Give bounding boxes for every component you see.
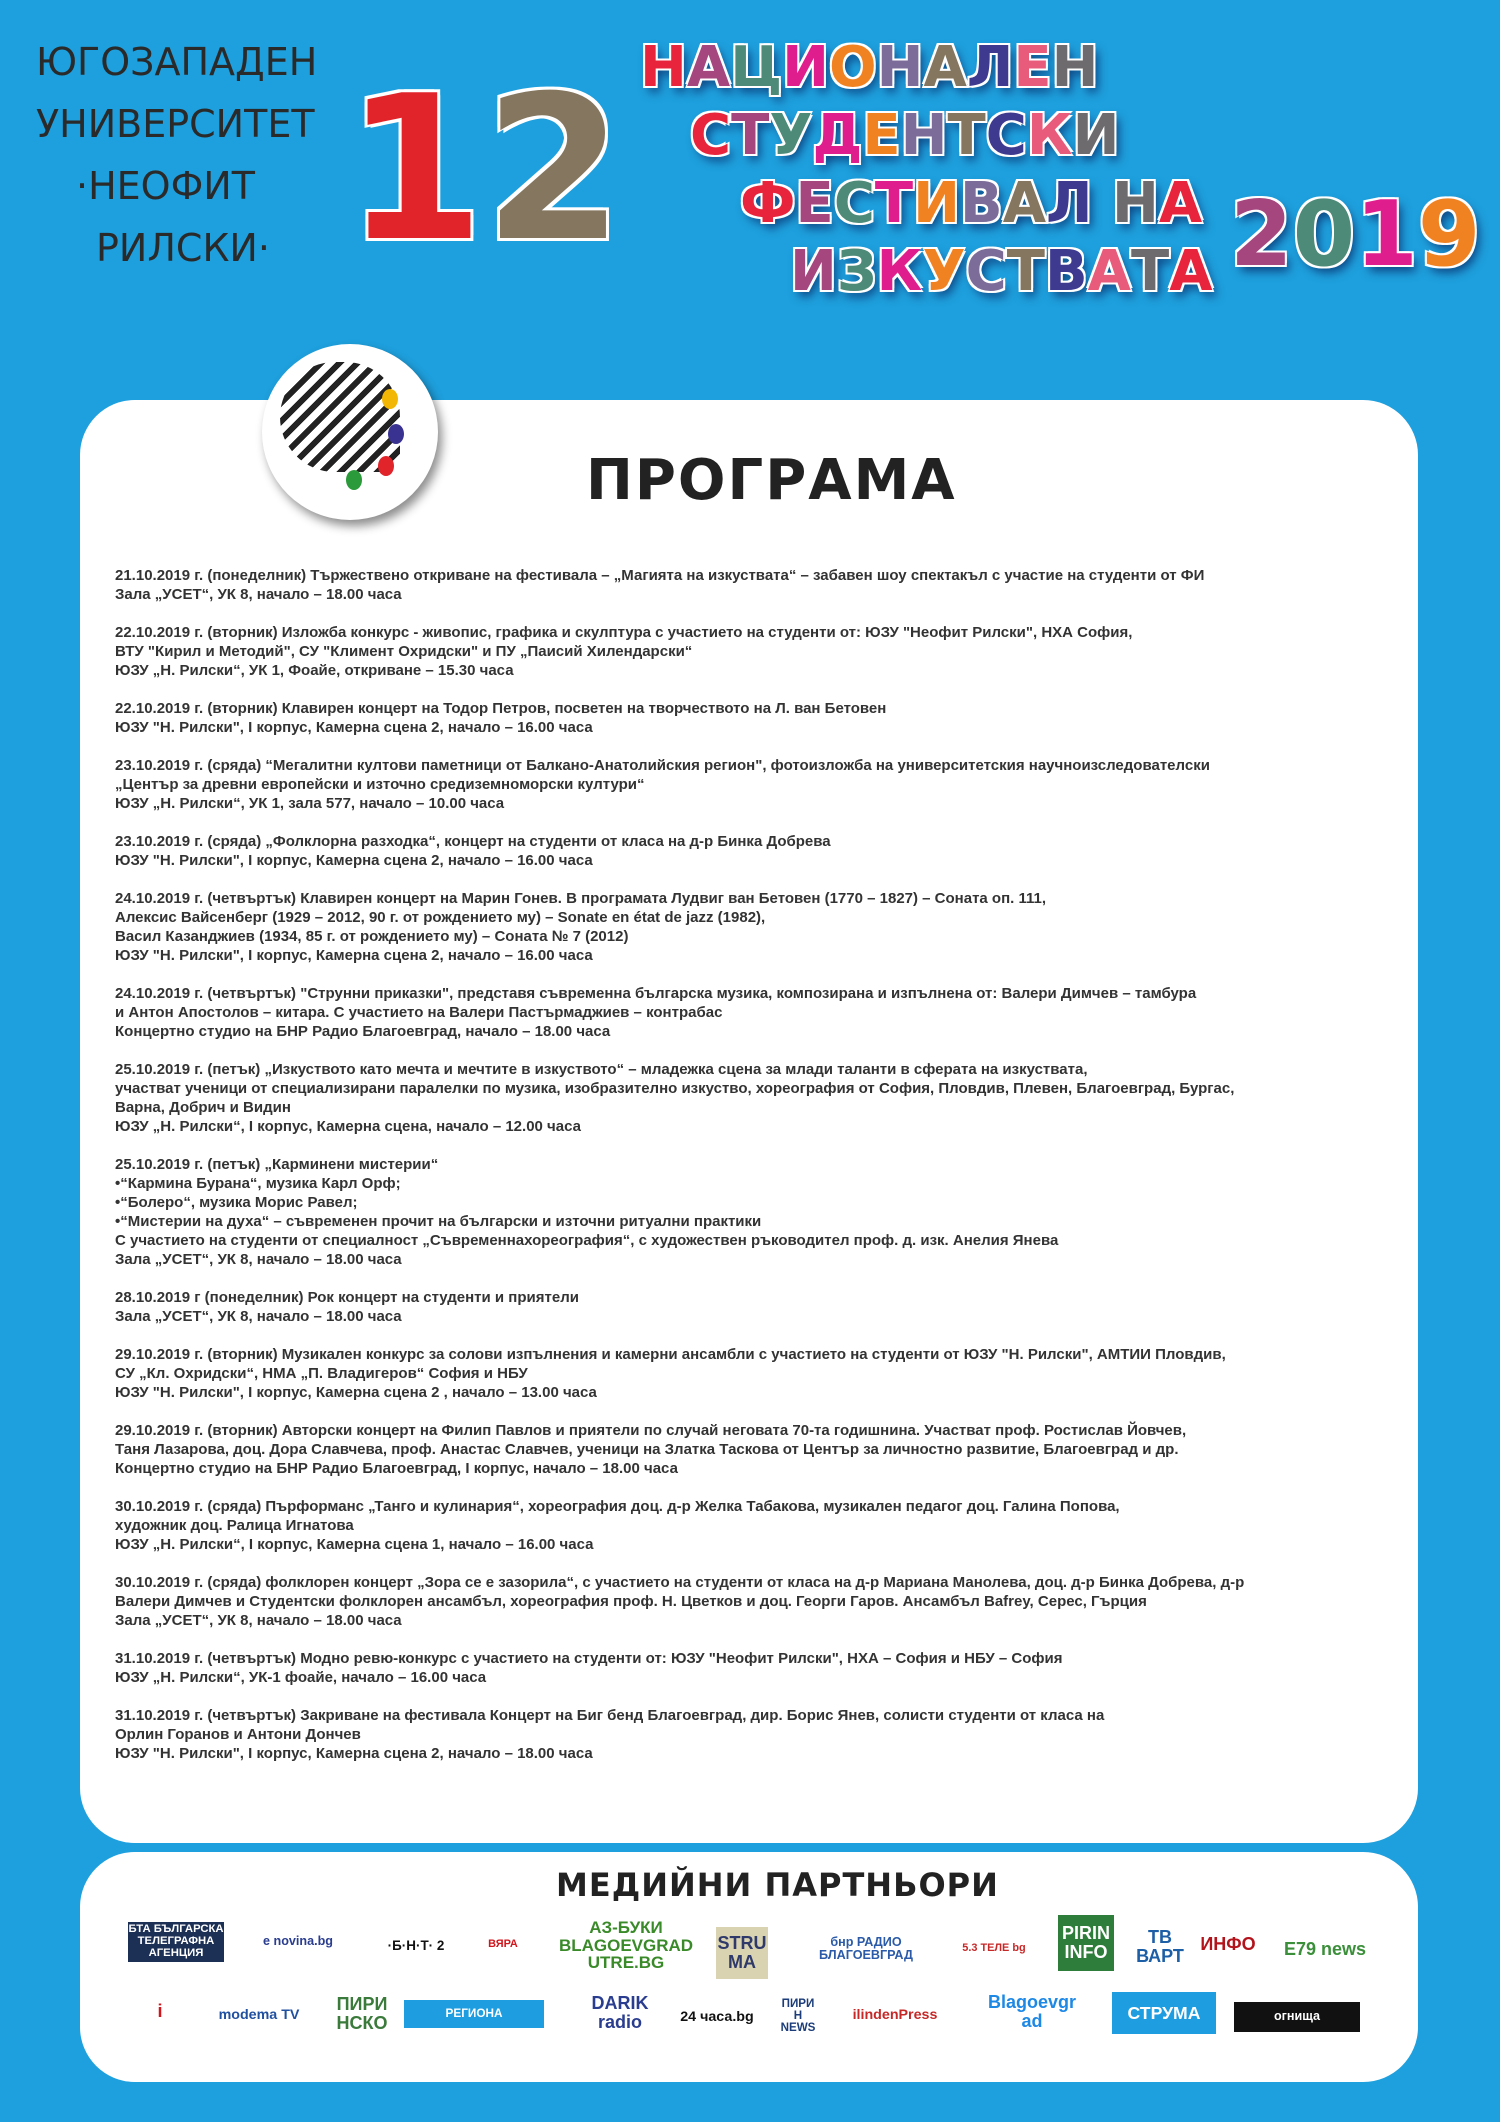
event-detail: •“Кармина Бурана“, музика Карл Орф;	[115, 1175, 401, 1192]
media-partner-logo: STRUMA	[716, 1927, 768, 1979]
media-partner-logo: ИНФО	[1198, 1916, 1258, 1972]
media-partners-title: МЕДИЙНИ ПАРТНЬОРИ	[556, 1866, 999, 1904]
media-partner-logo: огнища	[1234, 2002, 1360, 2032]
media-partner-logo: DARIK radio	[588, 1990, 652, 2036]
event-detail: Алексис Вайсенберг (1929 – 2012, 90 г. от рождението му) – Sonate en état de jazz (1982),	[115, 909, 766, 926]
event-detail: Васил Казанджиев (1934, 85 г. от рождението му) – Соната № 7 (2012)	[115, 928, 629, 945]
page-title: ПРОГРАМА	[586, 448, 957, 513]
event-detail: Концертно студио на БНР Радио Благоевград, начало – 18.00 часа	[115, 1023, 611, 1040]
media-partner-logo: 24 часа.bg	[658, 2000, 776, 2034]
program-event	[115, 1706, 1405, 1763]
palette-stripes-icon	[280, 362, 400, 472]
event-detail: ЮЗУ „Н. Рилски“, УК 1, Фоайе, откриване – 15.30 часа	[115, 662, 514, 679]
university-line: ЮГОЗАПАДЕН	[36, 40, 318, 84]
paint-dot-icon	[388, 424, 404, 444]
event-detail: Зала „УСЕТ“, УК 8, начало – 18.00 часа	[115, 586, 402, 603]
program-event	[115, 756, 1405, 813]
event-heading: 24.10.2019 г. (четвъртък) "Струнни приказки", представя съвременна българска музика, композирана и изпълнена от: Валери Димчев – тамбура	[115, 985, 1197, 1002]
event-detail: ЮЗУ „Н. Рилски“, I корпус, Камерна сцена, начало – 12.00 часа	[115, 1118, 581, 1135]
event-detail: участват ученици от специализирани паралелки по музика, изобразително изкуство, хореография от София, Пловдив, Плевен, Благоевград, Бургас,	[115, 1080, 1235, 1097]
event-detail: ЮЗУ „Н. Рилски“, УК 1, зала 577, начало – 10.00 часа	[115, 795, 505, 812]
event-heading: 25.10.2019 г. (петък) „Карминени мистерии“	[115, 1156, 439, 1173]
media-partner-logo: modema TV	[200, 1998, 318, 2032]
event-heading: 28.10.2019 г (понеделник) Рок концерт на студенти и приятели	[115, 1289, 579, 1306]
media-partner-logo: 5.3 ТЕЛЕ bg	[944, 1936, 1044, 1962]
university-line: ·НЕОФИТ	[76, 164, 255, 208]
program-event	[115, 1497, 1405, 1554]
program-event	[115, 984, 1405, 1041]
media-partner-logo: i	[140, 1988, 180, 2034]
media-partner-logo: ВЯРА	[470, 1932, 536, 1958]
event-heading: 24.10.2019 г. (четвъртък) Клавирен концерт на Марин Гонев. В програмата Лудвиг ван Бетовен (1770 – 1827) – Соната оп. 111,	[115, 890, 1047, 907]
event-detail: ЮЗУ "Н. Рилски", I корпус, Камерна сцена 2 , начало – 13.00 часа	[115, 1384, 597, 1401]
paint-dot-icon	[382, 389, 398, 409]
event-detail: Орлин Горанов и Антони Дончев	[115, 1726, 361, 1743]
event-heading: 29.10.2019 г. (вторник) Авторски концерт на Филип Павлов и приятели по случай неговата 70-та годишнина. Участват проф. Ростислав Йовчев,	[115, 1422, 1187, 1439]
program-event	[115, 1155, 1405, 1269]
media-partner-logo: e novina.bg	[238, 1927, 358, 1957]
event-detail: „Център за древни европейски и източно средиземноморски култури“	[115, 776, 645, 793]
event-heading: 25.10.2019 г. (петък) „Изкуството като мечта и мечтите в изкуството“ – младежка сцена за млади таланти в сферата на изкуствата,	[115, 1061, 1088, 1078]
event-detail: Концертно студио на БНР Радио Благоевград, I корпус, начало – 18.00 часа	[115, 1460, 678, 1477]
event-detail: Таня Лазарова, доц. Дора Славчева, проф. Анастас Славчев, ученици на Златка Таскова от Център за личностно развитие, Благоевград и др.	[115, 1441, 1179, 1458]
festival-title-line-4: ИЗКУСТВАТА	[790, 239, 1213, 304]
event-heading: 29.10.2019 г. (вторник) Музикален конкурс за солови изпълнения и камерни ансамбли с участието на студенти от ЮЗУ "Н. Рилски", АМТИИ Пловдив,	[115, 1346, 1226, 1363]
program-event	[115, 1345, 1405, 1402]
event-detail: СУ „Кл. Охридски“, НМА „П. Владигеров“ София и НБУ	[115, 1365, 528, 1382]
event-detail: Варна, Добрич и Видин	[115, 1099, 291, 1116]
festival-palette-logo	[262, 344, 438, 520]
program-event	[115, 1649, 1405, 1687]
event-heading: 31.10.2019 г. (четвъртък) Закриване на фестивала Концерт на Биг бенд Благоевград, дир. Борис Янев, солисти студенти от класа на	[115, 1707, 1105, 1724]
event-detail: художник доц. Ралица Игнатова	[115, 1517, 354, 1534]
media-partner-logo: ·Б·Н·Т· 2	[376, 1930, 456, 1962]
event-heading: 31.10.2019 г. (четвъртък) Модно ревю-конкурс с участието на студенти от: ЮЗУ "Неофит Рилски", НХА – София и НБУ – София	[115, 1650, 1063, 1667]
program-event	[115, 1288, 1405, 1326]
event-heading: 22.10.2019 г. (вторник) Изложба конкурс - живопис, графика и скулптура с участието на студенти от: ЮЗУ "Неофит Рилски", НХА София,	[115, 624, 1133, 641]
program-event	[115, 566, 1405, 604]
program-list	[115, 566, 1405, 1782]
event-detail: и Антон Апостолов – китара. С участието на Валери Пастърмаджиев – контрабас	[115, 1004, 723, 1021]
festival-title-line-1: НАЦИОНАЛЕН	[640, 35, 1099, 100]
event-heading: 30.10.2019 г. (сряда) фолклорен концерт „Зора се е зазорила“, с участието на студенти от класа на д-р Мариана Манолева, доц. д-р Бинка Добрева, д-р	[115, 1574, 1245, 1591]
media-partner-logo: ilindenPress	[826, 1998, 964, 2032]
event-heading: 23.10.2019 г. (сряда) „Фолклорна разходка“, концерт на студенти от класа на д-р Бинка Добрева	[115, 833, 831, 850]
event-heading: 22.10.2019 г. (вторник) Клавирен концерт на Тодор Петров, посветен на творчеството на Л. ван Бетовен	[115, 700, 887, 717]
event-detail: •“Болеро“, музика Морис Равел;	[115, 1194, 358, 1211]
event-detail: Зала „УСЕТ“, УК 8, начало – 18.00 часа	[115, 1612, 402, 1629]
program-event	[115, 1421, 1405, 1478]
program-event	[115, 1573, 1405, 1630]
program-event	[115, 832, 1405, 870]
media-partner-logo: E79 news	[1280, 1922, 1370, 1976]
event-heading: 23.10.2019 г. (сряда) “Мегалитни култови паметници от Балкано-Анатолийския регион", фотоизложба на университетския научноизследователски	[115, 757, 1210, 774]
media-partner-logo: PIRIN INFO	[1058, 1915, 1114, 1971]
media-partner-logo: РЕГИОНА	[404, 2000, 544, 2028]
paint-dot-icon	[346, 470, 362, 490]
program-event	[115, 1060, 1405, 1136]
media-partner-logo: ПИРИНСКО	[336, 1992, 388, 2036]
event-detail: •“Мистерии на духа“ – съвременен прочит на български и източни ритуални практики	[115, 1213, 762, 1230]
media-partner-logo: СТРУМА	[1112, 1992, 1216, 2034]
event-detail: ЮЗУ „Н. Рилски“, I корпус, Камерна сцена 1, начало – 16.00 часа	[115, 1536, 594, 1553]
event-detail: ЮЗУ "Н. Рилски", I корпус, Камерна сцена 2, начало – 16.00 часа	[115, 852, 593, 869]
event-detail: С участието на студенти от специалност „Съвременнахореография“, с художествен ръководител проф. д. изк. Анелия Янева	[115, 1232, 1059, 1249]
edition-number	[345, 53, 624, 286]
media-partner-logo: АЗ-БУКИ BLAGOEVGRADUTRE.BG	[556, 1918, 696, 1973]
university-name	[36, 40, 336, 330]
festival-title-line-2: СТУДЕНТСКИ	[690, 103, 1120, 168]
university-line: РИЛСКИ·	[96, 226, 270, 270]
program-event	[115, 699, 1405, 737]
event-heading: 21.10.2019 г. (понеделник) Тържествено откриване на фестивала – „Магията на изкуствата“ – забавен шоу спектакъл с участие на студенти от ФИ	[115, 567, 1205, 584]
event-detail: ЮЗУ "Н. Рилски", I корпус, Камерна сцена 2, начало – 18.00 часа	[115, 1745, 593, 1762]
media-partner-logo: бнр РАДИО БЛАГОЕВГРАД	[796, 1934, 936, 1964]
edition-digit-1: 1	[345, 53, 485, 286]
event-detail: ЮЗУ „Н. Рилски“, УК-1 фоайе, начало – 16.00 часа	[115, 1669, 487, 1686]
edition-digit-2: 2	[484, 53, 624, 286]
media-partner-logo: ПИРИН NEWS	[778, 1998, 818, 2034]
media-partner-logo: Blagoevgrad	[984, 1990, 1080, 2034]
paint-dot-icon	[378, 456, 394, 476]
event-detail: Валери Димчев и Студентски фолклорен ансамбъл, хореография проф. Н. Цветков и доц. Георги Гаров. Ансамбъл Bafrey, Серес, Гърция	[115, 1593, 1147, 1610]
festival-year: 2019	[1230, 182, 1481, 287]
event-detail: ЮЗУ "Н. Рилски", I корпус, Камерна сцена 2, начало – 16.00 часа	[115, 947, 593, 964]
event-heading: 30.10.2019 г. (сряда) Пърформанс „Танго и кулинария“, хореография доц. д-р Желка Табакова, музикален педагог доц. Галина Попова,	[115, 1498, 1120, 1515]
event-detail: Зала „УСЕТ“, УК 8, начало – 18.00 часа	[115, 1251, 402, 1268]
festival-title-line-3: ФЕСТИВАЛ НА	[740, 171, 1203, 236]
program-event	[115, 623, 1405, 680]
event-detail: ВТУ "Кирил и Методий", СУ "Климент Охридски" и ПУ „Паисий Хилендарски“	[115, 643, 693, 660]
event-detail: Зала „УСЕТ“, УК 8, начало – 18.00 часа	[115, 1308, 402, 1325]
media-partner-logo: БТА БЪЛГАРСКА ТЕЛЕГРАФНА АГЕНЦИЯ	[128, 1922, 224, 1962]
media-partner-logo: ТВ ВАРТ	[1136, 1918, 1184, 1976]
program-event	[115, 889, 1405, 965]
university-line: УНИВЕРСИТЕТ	[36, 102, 315, 146]
event-detail: ЮЗУ "Н. Рилски", I корпус, Камерна сцена 2, начало – 16.00 часа	[115, 719, 593, 736]
